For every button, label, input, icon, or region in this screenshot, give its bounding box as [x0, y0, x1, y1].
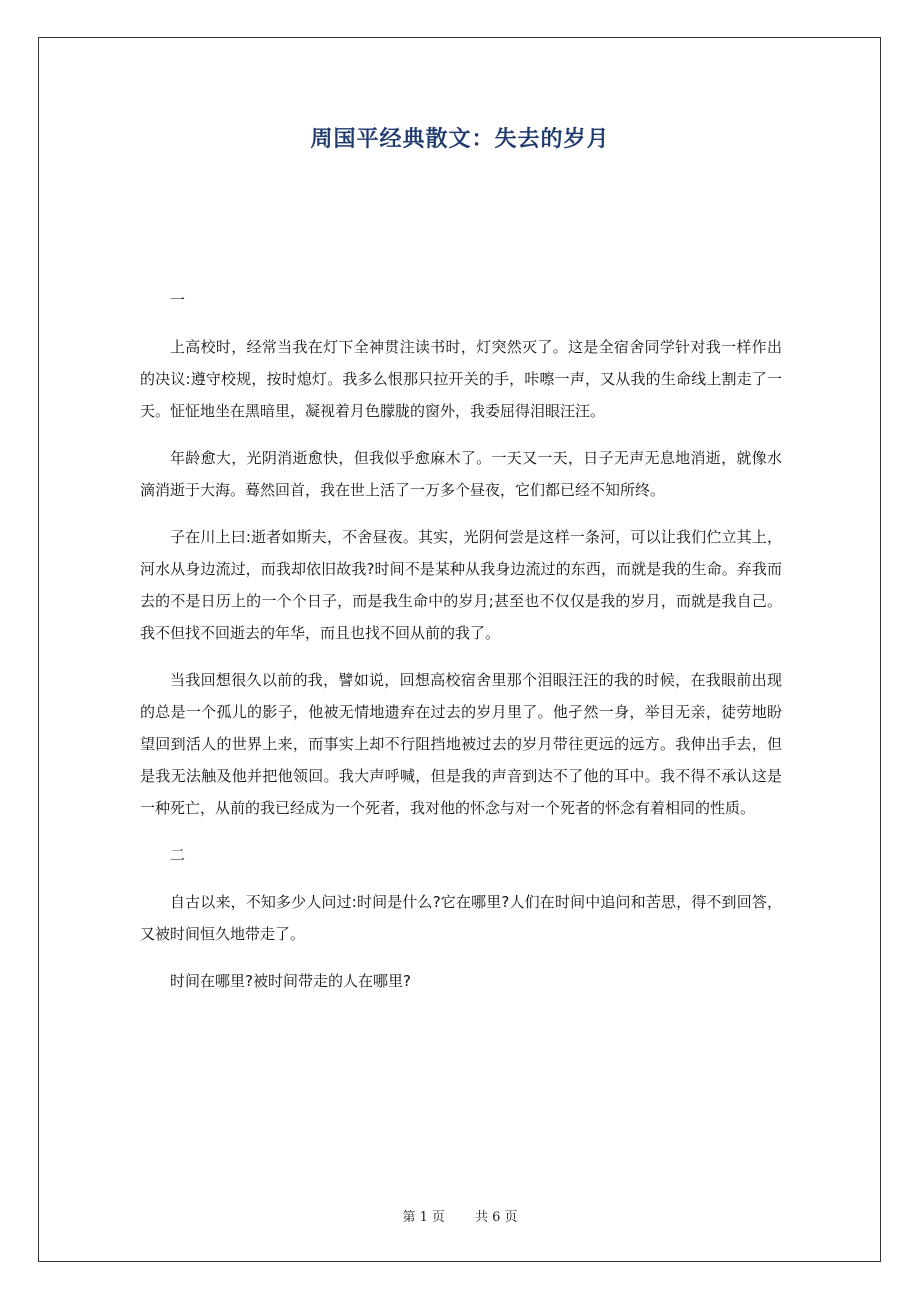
- paragraph: 当我回想很久以前的我，譬如说，回想高校宿舍里那个泪眼汪汪的我的时候，在我眼前出现的总是一个孤儿的影子，他被无情地遗弃在过去的岁月里了。他孑然一身，举目无亲，徒劳地盼望回到活人的世界上来，而事实上却不行阻挡地被过去的岁月带往更远的远方。我伸出手去，但是我无法触及他并把他领回。我大声呼喊，但是我的声音到达不了他的耳中。我不得不承认这是一种死亡，从前的我已经成为一个死者，我对他的怀念与对一个死者的怀念有着相同的性质。: [140, 671, 782, 817]
- paragraph: 年龄愈大，光阴消逝愈快，但我似乎愈麻木了。一天又一天，日子无声无息地消逝，就像水滴消逝于大海。蓦然回首，我在世上活了一万多个昼夜，它们都已经不知所终。: [140, 449, 782, 499]
- paragraph: 时间在哪里?被时间带走的人在哪里?: [170, 972, 411, 990]
- document-title: 周国平经典散文：失去的岁月: [310, 127, 610, 152]
- section-mark-one: 一: [170, 291, 186, 309]
- paragraph: 上高校时，经常当我在灯下全神贯注读书时，灯突然灭了。这是全宿舍同学针对我一样作出的决议:遵守校规，按时熄灯。我多么恨那只拉开关的手，咔嚓一声，又从我的生命线上割走了一天。怔怔地坐在黑暗里，凝视着月色朦胧的窗外，我委屈得泪眼汪汪。: [140, 338, 782, 420]
- paragraph: 子在川上曰:逝者如斯夫，不舍昼夜。其实，光阴何尝是这样一条河，可以让我们伫立其上，河水从身边流过，而我却依旧故我?时间不是某种从我身边流过的东西，而就是我的生命。弃我而去的不是日历上的一个个日子，而是我生命中的岁月;甚至也不仅仅是我的岁月，而就是我自己。我不但找不回逝去的年华，而且也找不回从前的我了。: [140, 528, 782, 642]
- page-number-prefix: 第: [402, 1210, 416, 1225]
- paragraph: 自古以来，不知多少人问过:时间是什么?它在哪里?人们在时间中追问和苦思，得不到回答，又被时间恒久地带走了。: [140, 893, 782, 943]
- page-number-suffix: 页: [431, 1210, 445, 1225]
- current-page-number: 1: [419, 1210, 428, 1225]
- total-pages-prefix: 共: [475, 1210, 489, 1225]
- total-pages-number: 6: [492, 1210, 501, 1225]
- page-footer: [0, 1206, 920, 1225]
- section-mark-two: 二: [170, 846, 186, 864]
- document-body: [140, 284, 782, 1012]
- total-pages-suffix: 页: [504, 1210, 518, 1225]
